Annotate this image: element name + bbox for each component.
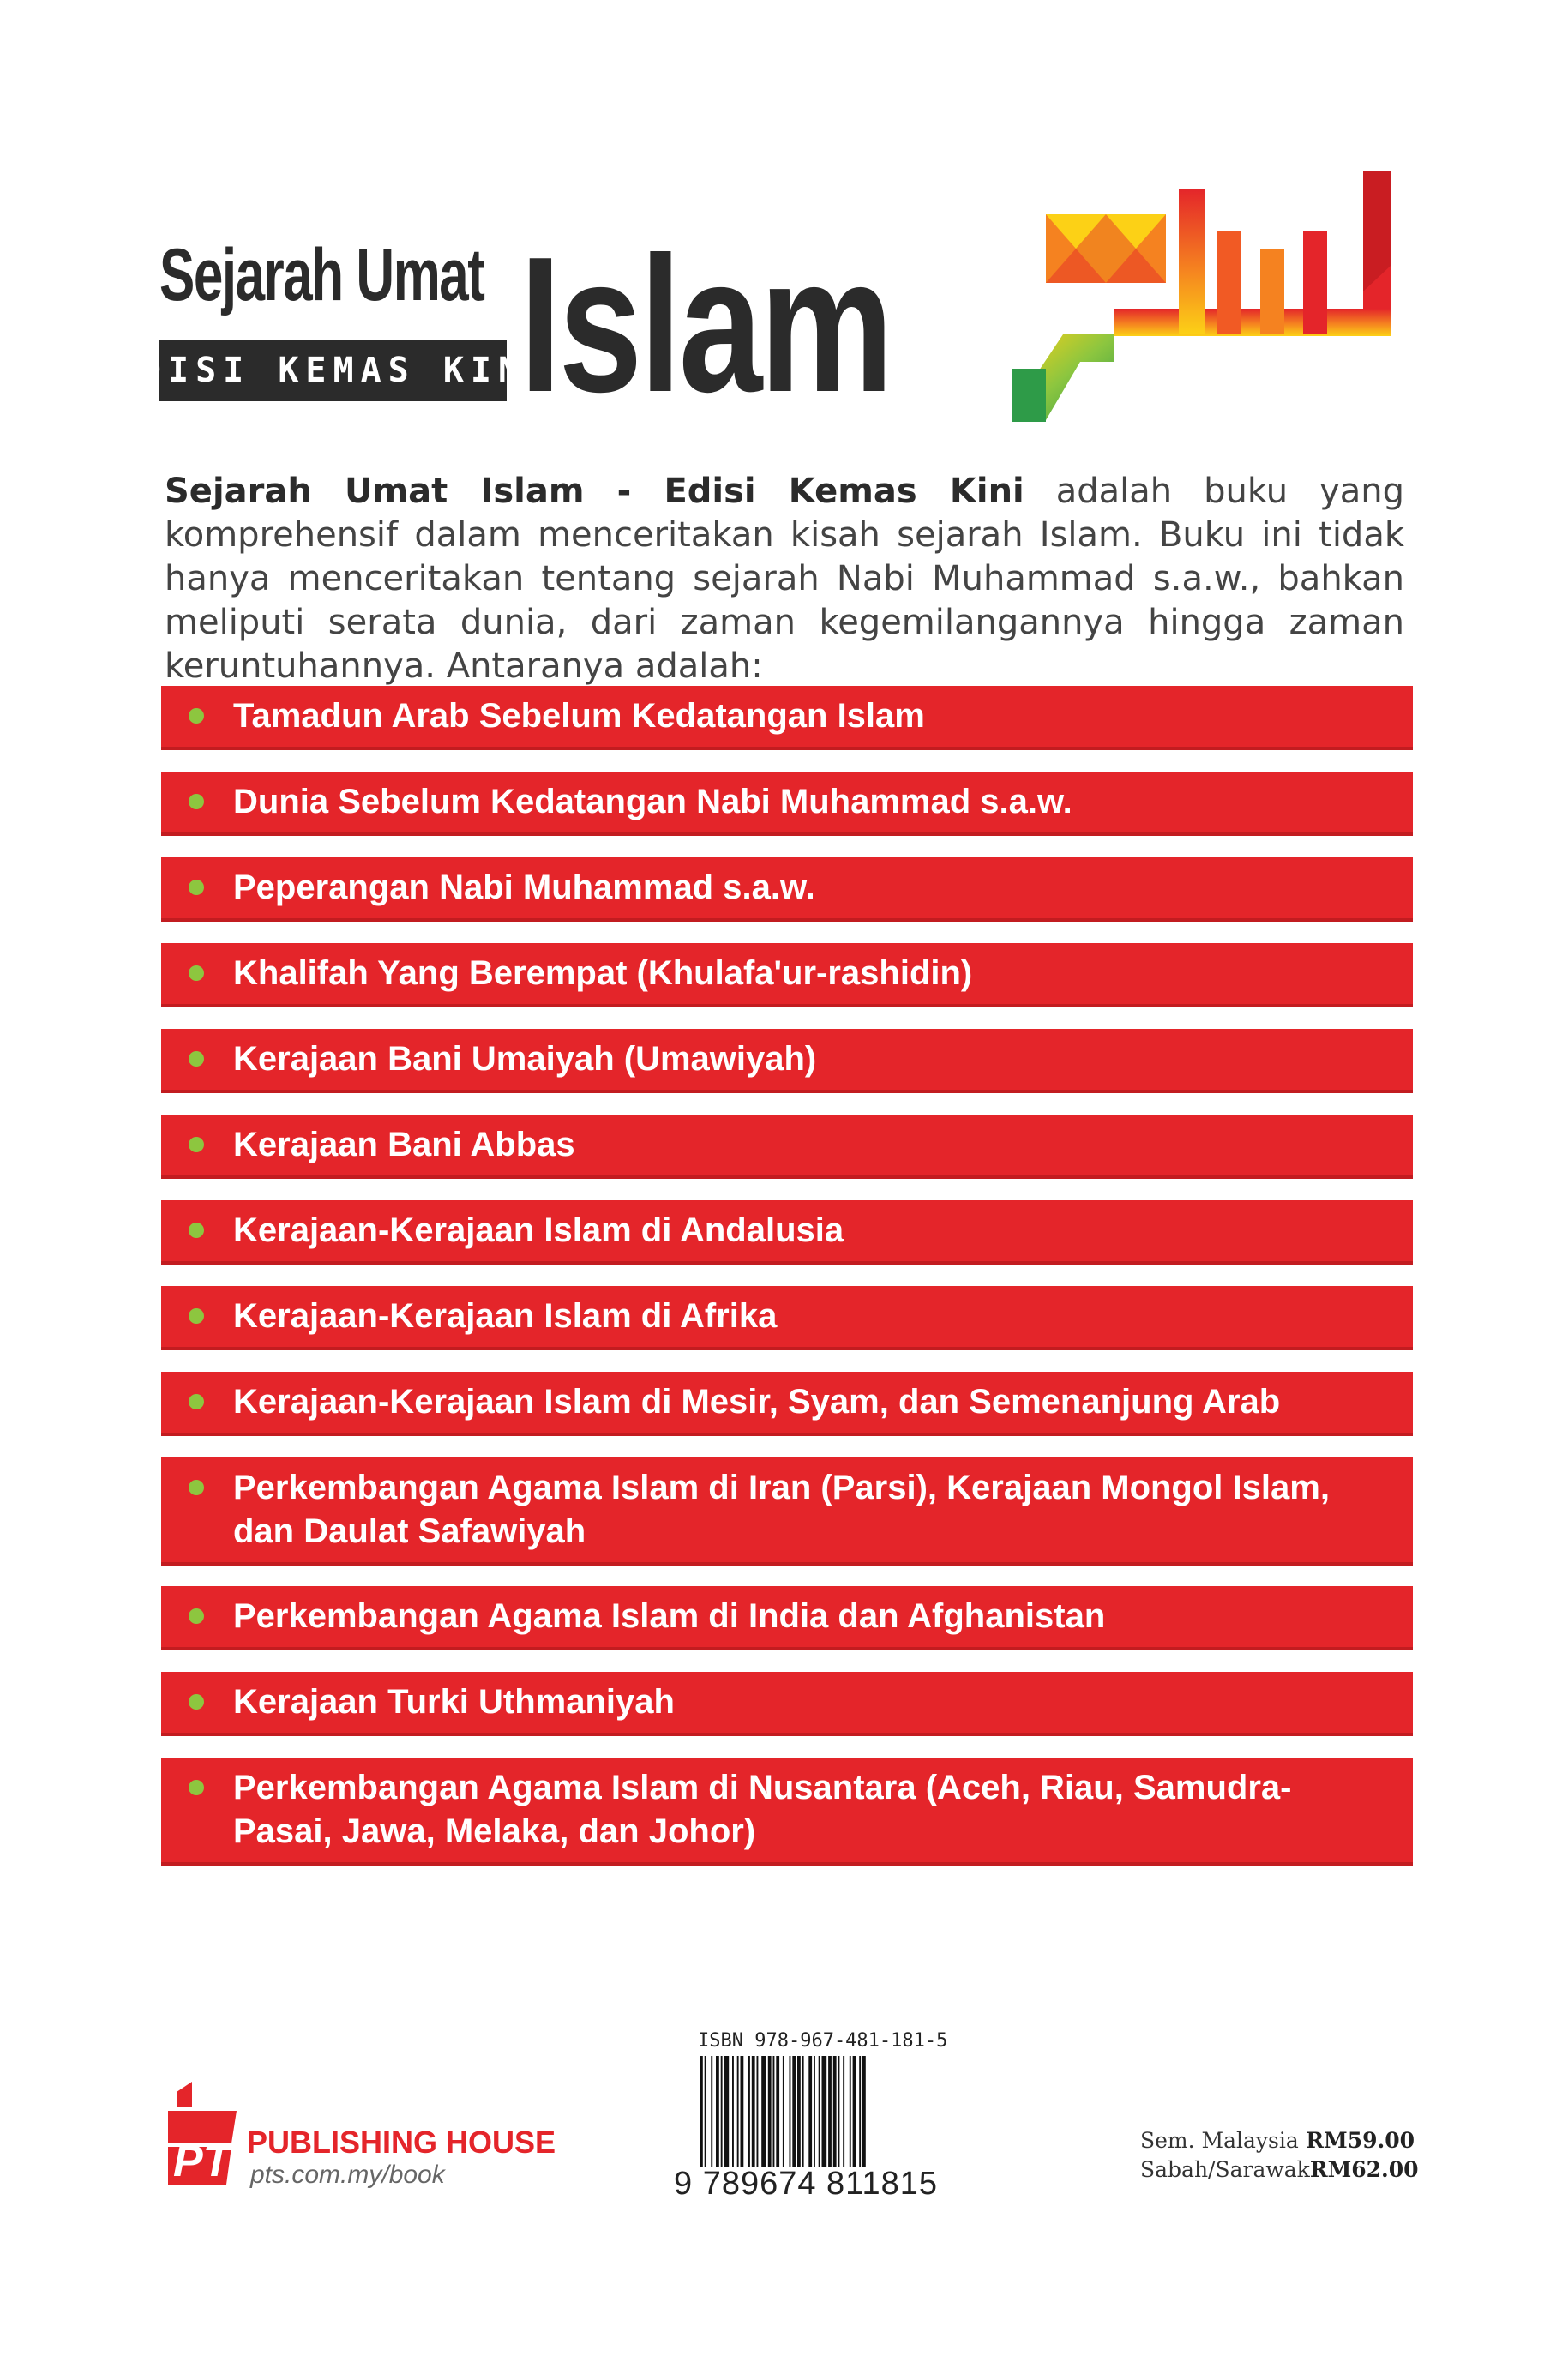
topic-item: [161, 772, 1413, 832]
bullet-icon: [189, 1308, 204, 1324]
barcode-bar: [752, 2056, 755, 2167]
bullet-icon: [189, 1608, 204, 1624]
barcode-bar: [757, 2056, 759, 2167]
barcode-bar: [850, 2056, 851, 2167]
intro-bold-title: Sejarah Umat Islam - Edisi Kemas Kini: [165, 472, 1024, 511]
topic-label: Dunia Sebelum Kedatangan Nabi Muhammad s.a.w.: [233, 783, 1072, 820]
pts-logo-icon: [168, 2082, 261, 2193]
bullet-icon: [189, 965, 204, 981]
barcode-bar: [828, 2056, 832, 2167]
barcode-bar: [761, 2056, 766, 2167]
bullet-icon: [189, 794, 204, 809]
edition-badge: EDISI KEMAS KINI: [159, 340, 507, 401]
book-title: [112, 216, 892, 432]
barcode-bar: [721, 2056, 723, 2167]
price-value: RM62.00: [1309, 2157, 1419, 2182]
bullet-icon: [189, 1480, 204, 1495]
topic-item: [161, 1286, 1413, 1347]
topic-item: [161, 1029, 1413, 1090]
topic-label: Khalifah Yang Berempat (Khulafa'ur-rashidin): [233, 954, 973, 992]
barcode-bar: [776, 2056, 779, 2167]
topic-item: [161, 1200, 1413, 1261]
bullet-icon: [189, 880, 204, 895]
topic-label: Peperangan Nabi Muhammad s.a.w.: [233, 868, 815, 906]
barcode-bar: [822, 2056, 827, 2167]
barcode-bar: [843, 2056, 844, 2167]
topic-item: [161, 1457, 1413, 1562]
barcode-bar: [724, 2056, 730, 2167]
barcode-bar: [773, 2056, 775, 2167]
topic-label: Kerajaan Bani Umaiyah (Umawiyah): [233, 1040, 817, 1078]
price-region: Sem. Malaysia: [1140, 2128, 1299, 2153]
barcode-bar: [783, 2056, 784, 2167]
barcode-bar: [862, 2056, 866, 2167]
publisher-logo: [168, 2082, 562, 2202]
barcode-bars: [700, 2056, 991, 2176]
topic-label: Perkembangan Agama Islam di India dan Afghanistan: [233, 1597, 1106, 1635]
topic-item: [161, 1758, 1413, 1862]
barcode-bar: [838, 2056, 840, 2167]
topic-label: Kerajaan Bani Abbas: [233, 1126, 575, 1163]
price-row: [1140, 2155, 1419, 2185]
barcode-bar: [741, 2056, 744, 2167]
topic-label: Perkembangan Agama Islam di Iran (Parsi), Kerajaan Mongol Islam, dan Daulat Safawiyah: [233, 1469, 1330, 1550]
bullet-icon: [189, 708, 204, 724]
topic-label: Kerajaan Turki Uthmaniyah: [233, 1683, 675, 1721]
bullet-icon: [189, 1137, 204, 1152]
pts-logo-text: PTS: [173, 2137, 261, 2186]
arabic-logo-text: اسلام: [1205, 424, 1209, 425]
barcode-bar: [700, 2056, 703, 2167]
title-big: Islam: [520, 216, 892, 432]
barcode-bar: [808, 2056, 812, 2167]
arabic-islam-logo: [1012, 163, 1397, 429]
barcode-bar: [797, 2056, 801, 2167]
barcode-bar: [802, 2056, 804, 2167]
price-row: [1140, 2126, 1415, 2155]
bullet-icon: [189, 1780, 204, 1795]
barcode-bar: [853, 2056, 856, 2167]
barcode-bar: [768, 2056, 772, 2167]
price-region: Sabah/Sarawak: [1140, 2157, 1310, 2182]
title-small: Sejarah Umat: [159, 234, 484, 316]
topic-item: [161, 686, 1413, 747]
barcode-bar: [833, 2056, 837, 2167]
bullet-icon: [189, 1051, 204, 1067]
intro-paragraph: [165, 470, 1404, 688]
topic-item: [161, 1372, 1413, 1433]
barcode-bar: [790, 2056, 791, 2167]
barcode-bar: [819, 2056, 820, 2167]
isbn-label: ISBN 978-967-481-181-5: [698, 2030, 948, 2052]
barcode-bar: [859, 2056, 861, 2167]
price-value: RM59.00: [1306, 2128, 1415, 2153]
barcode-bar: [716, 2056, 719, 2167]
topic-label: Tamadun Arab Sebelum Kedatangan Islam: [233, 697, 925, 735]
publisher-url: pts.com.my/book: [250, 2161, 445, 2189]
price-list: [1140, 2126, 1419, 2185]
barcode-bar: [748, 2056, 750, 2167]
barcode-bar: [792, 2056, 796, 2167]
topic-item: [161, 1672, 1413, 1733]
barcode-bar: [732, 2056, 734, 2167]
bullet-icon: [189, 1394, 204, 1409]
topic-label: Kerajaan-Kerajaan Islam di Andalusia: [233, 1211, 844, 1249]
topic-label: Kerajaan-Kerajaan Islam di Afrika: [233, 1297, 778, 1335]
publisher-name: PUBLISHING HOUSE: [247, 2125, 556, 2160]
topic-label: Perkembangan Agama Islam di Nusantara (Aceh, Riau, Samudra-Pasai, Jawa, Melaka, dan Johor): [233, 1769, 1292, 1850]
topic-item: [161, 943, 1413, 1004]
topic-label: Kerajaan-Kerajaan Islam di Mesir, Syam, dan Semenanjung Arab: [233, 1383, 1281, 1421]
topic-item: [161, 1586, 1413, 1647]
barcode-bar: [737, 2056, 739, 2167]
intro-body: adalah buku yang komprehensif dalam menceritakan kisah sejarah Islam. Buku ini tidak hanya menceritakan tentang sejarah Nabi Muhammad s.a.w., bahkan meliputi serata dunia, dari zaman kegemilangannya hingga zaman keruntuhannya. Antaranya adalah:: [165, 472, 1404, 686]
barcode-bar: [814, 2056, 815, 2167]
bullet-icon: [189, 1223, 204, 1238]
topic-item: [161, 857, 1413, 918]
barcode-bar: [705, 2056, 706, 2167]
isbn-barcode: [674, 2030, 982, 2210]
barcode-bar: [711, 2056, 712, 2167]
bullet-icon: [189, 1694, 204, 1710]
barcode-digits: 9 789674 811815: [674, 2166, 939, 2202]
topic-item: [161, 1115, 1413, 1175]
